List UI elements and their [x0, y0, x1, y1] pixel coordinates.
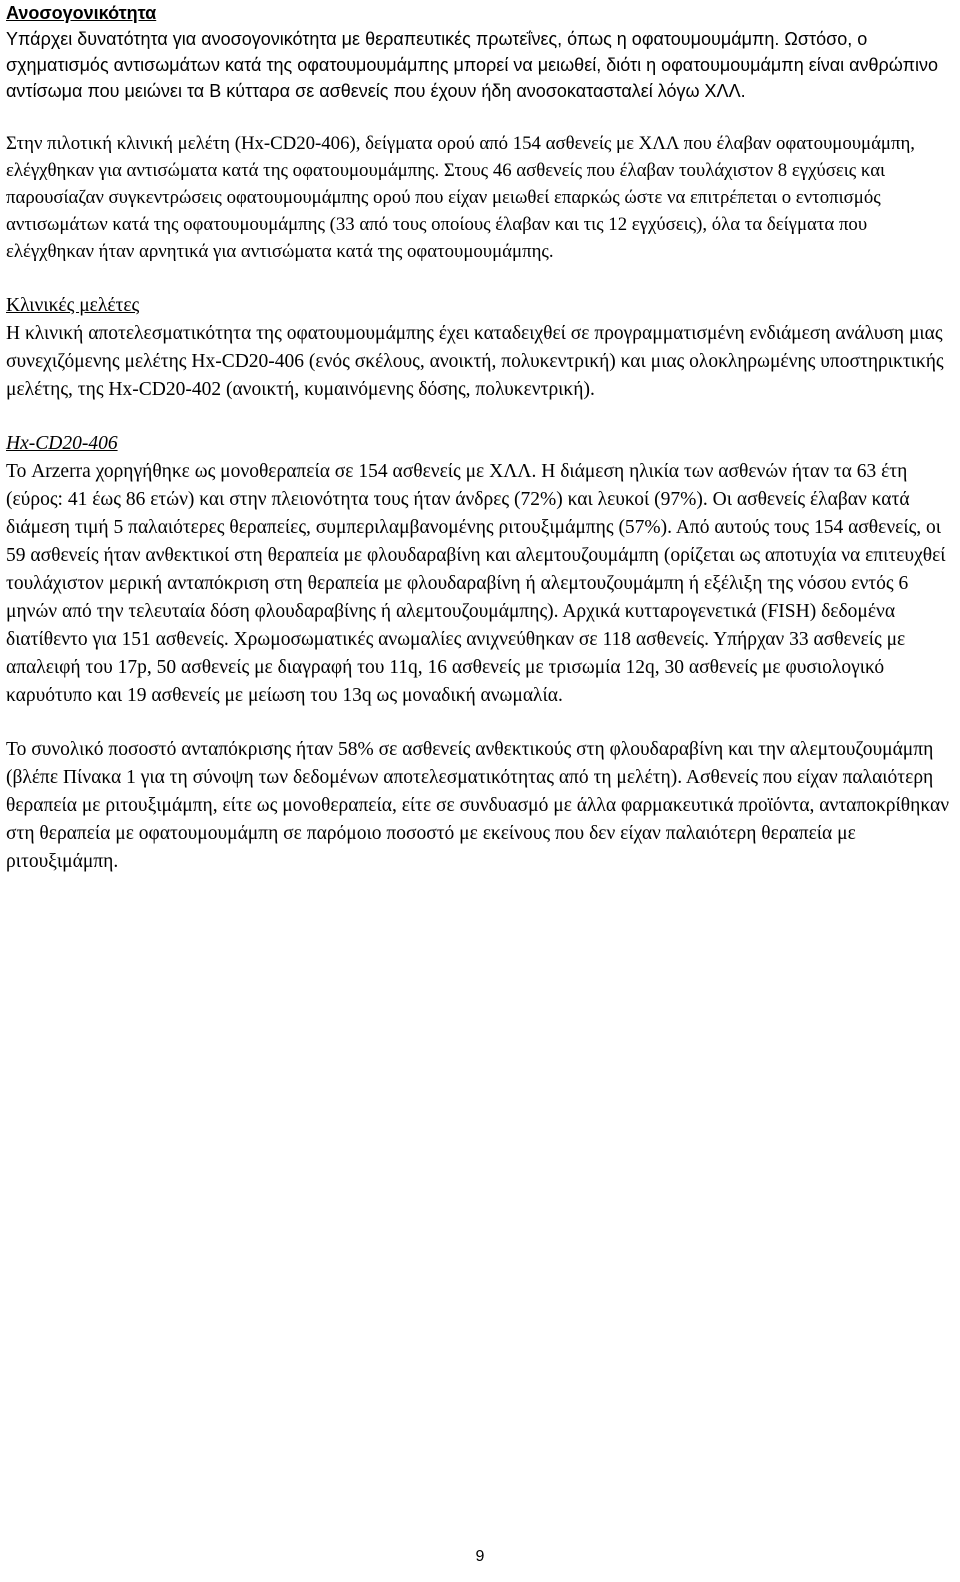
paragraph: Η κλινική αποτελεσματικότητα της οφατουμουμάμπης έχει καταδειχθεί σε προγραμματισμένη ενδιάμεση ανάλυση μιας συνεχιζόμενης μελέτης Hx-CD20-406 (ενός σκέλους, ανοικτή, πολυκεντρική) και μιας ολοκληρωμένης υποστηρικτικής μελέτης, της Hx-CD20-402 (ανοικτή, κυμαινόμενης δόσης, πολυκεντρική).	[6, 323, 944, 400]
section-heading: Κλινικές μελέτες	[6, 295, 140, 316]
section-immunogenicity	[6, 0, 951, 265]
section-hx-cd20-406	[6, 430, 951, 876]
paragraph: Στην πιλοτική κλινική μελέτη (Hx-CD20-406), δείγματα ορού από 154 ασθενείς με ΧΛΛ που έλαβαν οφατουμουμάμπη, ελέγχθηκαν για αντισώματα κατά της οφατουμουμάμπης. Στους 46 ασθενείς που έλαβαν τουλάχιστον 8 εγχύσεις και παρουσίαζαν συγκεντρώσεις οφατουμουμάμπης ορού που είχαν μειωθεί επαρκώς ώστε να επιτρέπεται ο εντοπισμός αντισωμάτων κατά της οφατουμουμάμπης (33 από τους οποίους έλαβαν και τις 12 εγχύσεις), όλα τα δείγματα που ελέγχθηκαν ήταν αρνητικά για αντισώματα κατά της οφατουμουμάμπης.	[6, 133, 916, 262]
paragraph: Το συνολικό ποσοστό ανταπόκρισης ήταν 58% σε ασθενείς ανθεκτικούς στη φλουδαραβίνη και την αλεμτουζουμάμπη (βλέπε Πίνακα 1 για τη σύνοψη των δεδομένων αποτελεσματικότητας από τη μελέτη). Ασθενείς που είχαν παλαιότερη θεραπεία με ριτουξιμάμπη, είτε ως μονοθεραπεία, είτε σε συνδυασμό με άλλα φαρμακευτικά προϊόντα, ανταποκρίθηκαν στη θεραπεία με οφατουμουμάμπη σε παρόμοιο ποσοστό με εκείνους που δεν είχαν παλαιότερη θεραπεία με ριτουξιμάμπη.	[6, 739, 950, 872]
paragraph: Το Arzerra χορηγήθηκε ως μονοθεραπεία σε 154 ασθενείς με ΧΛΛ. Η διάμεση ηλικία των ασθενών ήταν τα 63 έτη (εύρος: 41 έως 86 ετών) και στην πλειονότητα τους ήταν άνδρες (72%) και λευκοί (97%). Οι ασθενείς έλαβαν κατά διάμεση τιμή 5 παλαιότερες θεραπείες, συμπεριλαμβανομένης ριτουξιμάμπης (57%). Από αυτούς τους 154 ασθενείς, οι 59 ασθενείς ήταν ανθεκτικοί στη θεραπεία με φλουδαραβίνη και αλεμτουζουμάμπη (ορίζεται ως αποτυχία να επιτευχθεί τουλάχιστον μερική ανταπόκριση στη θεραπεία με φλουδαραβίνη ή αλεμτουζουμάμπη ή εξέλιξη της νόσου εντός 6 μηνών από την τελευταία δόση φλουδαραβίνης ή αλεμτουζουμάμπης). Αρχικά κυτταρογενετικά (FISH) δεδομένα διατίθεντο για 151 ασθενείς. Χρωμοσωματικές ανωμαλίες ανιχνεύθηκαν σε 118 ασθενείς. Υπήρχαν 33 ασθενείς με απαλειφή του 17p, 50 ασθενείς με διαγραφή του 11q, 16 ασθενείς με τρισωμία 12q, 30 ασθενείς με φυσιολογικό καρυότυπο και 19 ασθενείς με μείωση του 13q ως μοναδική ανωμαλία.	[6, 461, 946, 706]
section-clinical-studies	[6, 292, 951, 404]
paragraph: Υπάρχει δυνατότητα για ανοσογονικότητα με θεραπευτικές πρωτεΐνες, όπως η οφατουμουμάμπη. Ωστόσο, ο σχηματισμός αντισωμάτων κατά της οφατουμουμάμπης μπορεί να μειωθεί, διότι η οφατουμουμάμπη είναι ανθρώπινο αντίσωμα που μειώνει τα Β κύτταρα σε ασθενείς που έχουν ήδη ανοσοκατασταλεί λόγω ΧΛΛ.	[6, 29, 939, 101]
section-heading: Ανοσογονικότητα	[6, 3, 157, 23]
page-number: 9	[475, 1548, 485, 1565]
section-heading: Hx-CD20-406	[6, 433, 118, 454]
document-page	[6, 0, 951, 876]
